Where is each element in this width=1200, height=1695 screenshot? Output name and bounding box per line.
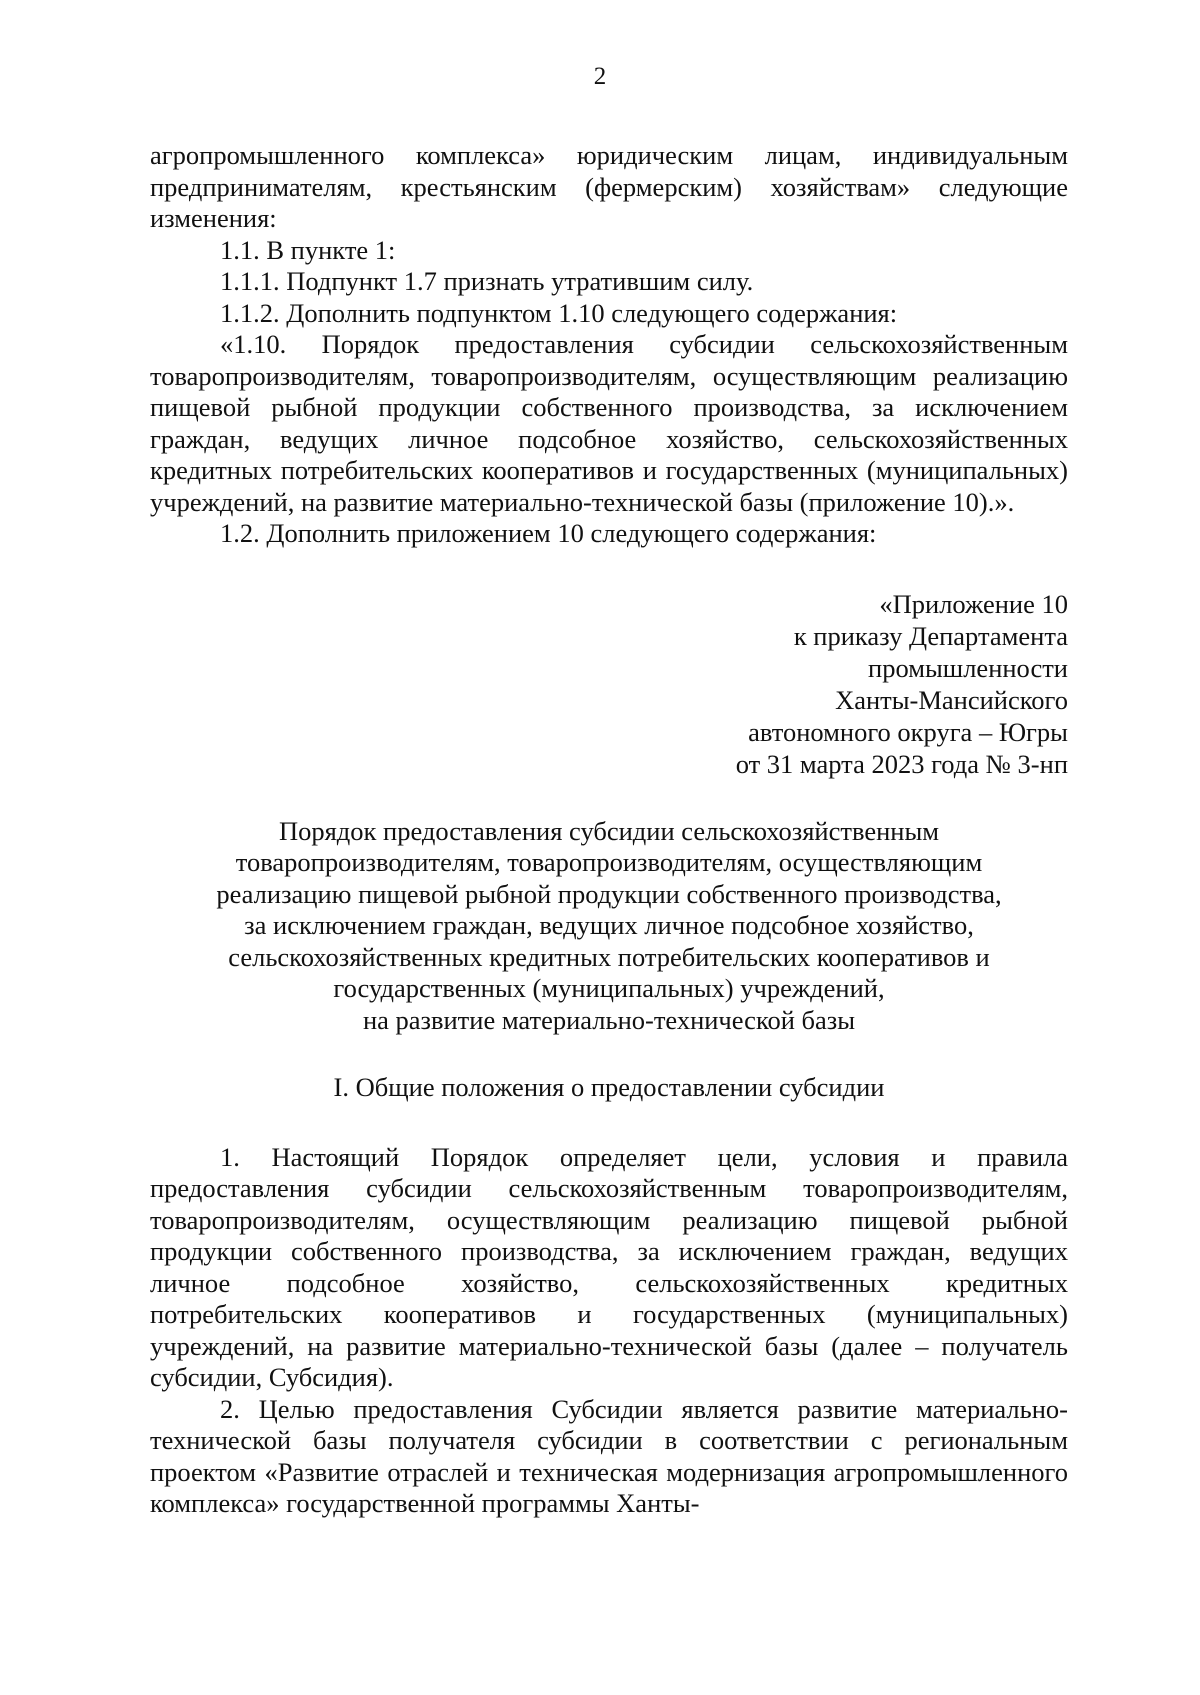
- section-heading: I. Общие положения о предоставлении субсидии: [333, 1072, 885, 1102]
- document-body: [150, 140, 1068, 1520]
- appendix-line: автономного округа – Югры: [748, 716, 1068, 747]
- item-1-1-1: 1.1.1. Подпункт 1.7 признать утратившим силу.: [220, 266, 754, 296]
- title-line: сельскохозяйственных кредитных потребительских кооперативов и: [228, 941, 990, 972]
- appendix-line: промышленности: [868, 652, 1068, 683]
- title-line: товаропроизводителям, товаропроизводителям, осуществляющим: [235, 847, 983, 877]
- item-1-10-quote: «1.10. Порядок предоставления субсидии сельскохозяйственным товаропроизводителям, товаропроизводителям, осуществляющим реализацию пищевой рыбной продукции собственного производства, за исключением граждан, ведущих личное подсобное хозяйство, сельскохозяйственных кредитных потребительских кооперативов и государственных (муниципальных) учреждений, на развитие материально-технической базы (приложение 10).».: [150, 329, 1068, 517]
- title-line: реализацию пищевой рыбной продукции собственного производства,: [216, 878, 1002, 909]
- title-line: Порядок предоставления субсидии сельскохозяйственным: [278, 815, 940, 846]
- section-paragraph-1: 1. Настоящий Порядок определяет цели, условия и правила предоставления субсидии сельскохозяйственным товаропроизводителям, товаропроизводителям, осуществляющим реализацию пищевой рыбной продукции собственного производства, за исключением граждан, ведущих личное подсобное хозяйство, сельскохозяйственных кредитных потребительских кооперативов и государственных (муниципальных) учреждений, на развитие материально-технической базы (далее – получатель субсидии, Субсидия).: [150, 1141, 1068, 1392]
- section-body: [150, 1142, 1068, 1520]
- title-line: государственных (муниципальных) учреждений,: [333, 973, 885, 1003]
- appendix-line: «Приложение 10: [879, 588, 1068, 619]
- title-line: на развитие материально-технической базы: [362, 1004, 856, 1035]
- appendix-line: Ханты-Мансийского: [835, 684, 1068, 715]
- item-1-2: 1.2. Дополнить приложением 10 следующего содержания:: [220, 518, 877, 548]
- section-paragraph-2: 2. Целью предоставления Субсидии является развитие материально-технической базы получателя субсидии в соответствии с региональным проектом «Развитие отраслей и техническая модернизация агропромышленного комплекса» государственной программы Ханты-: [150, 1393, 1068, 1518]
- title-line: за исключением граждан, ведущих личное подсобное хозяйство,: [244, 910, 974, 940]
- page-number: 2: [593, 63, 607, 90]
- appendix-line: к приказу Департамента: [793, 620, 1068, 651]
- appendix-header: [150, 588, 1068, 780]
- appendix-line: от 31 марта 2023 года № 3-нп: [735, 748, 1068, 779]
- item-1-1-2: 1.1.2. Дополнить подпунктом 1.10 следующего содержания:: [220, 297, 898, 328]
- item-1-1: 1.1. В пункте 1:: [220, 234, 396, 265]
- document-title: [150, 816, 1068, 1037]
- intro-continuation-paragraph: агропромышленного комплекса» юридическим лицам, индивидуальным предпринимателям, крестьянским (фермерским) хозяйствам» следующие изменения:: [150, 140, 1068, 233]
